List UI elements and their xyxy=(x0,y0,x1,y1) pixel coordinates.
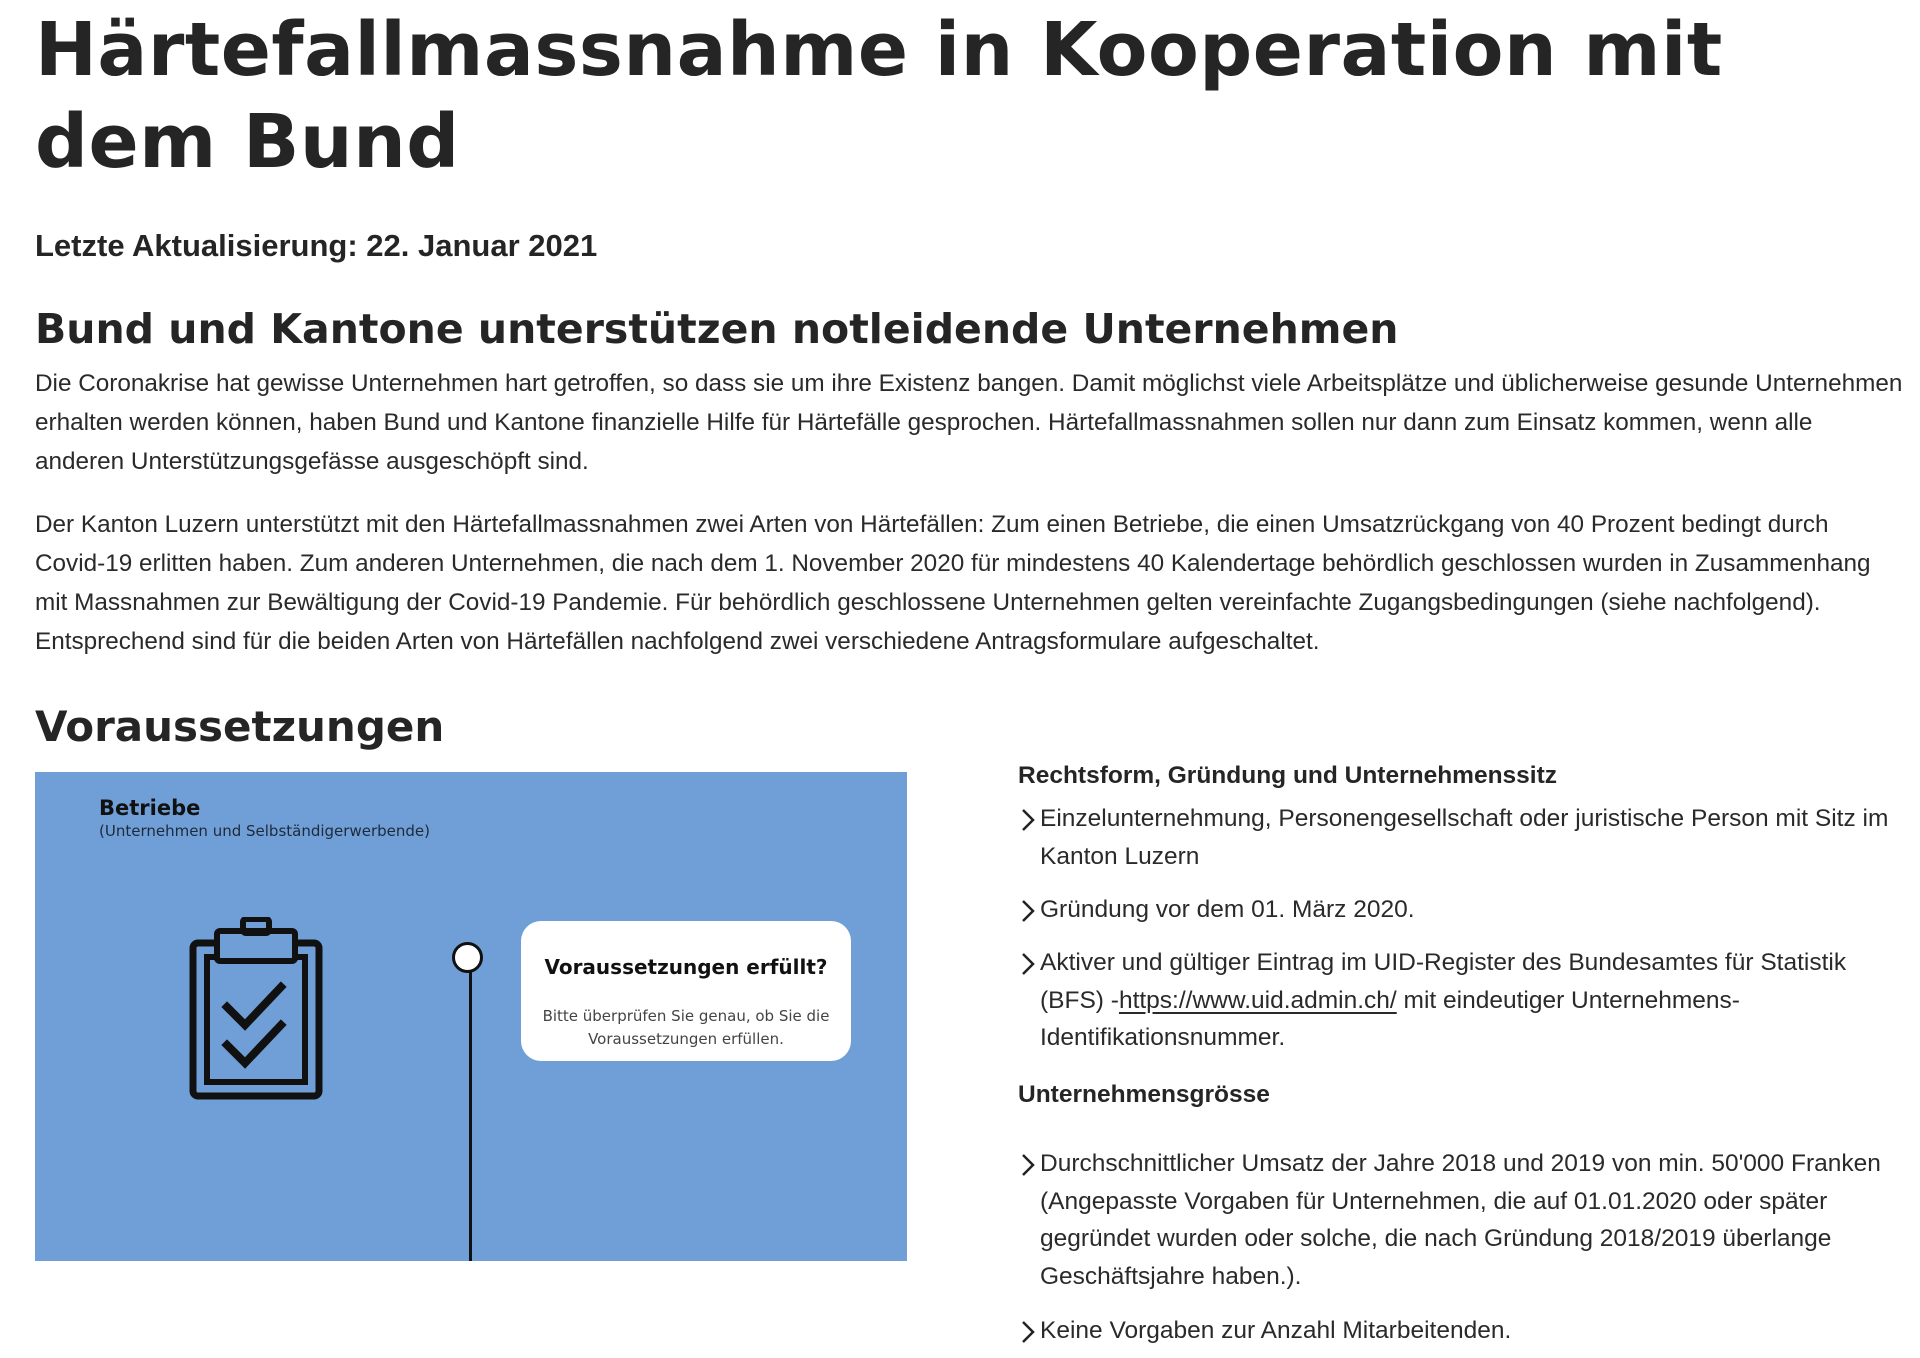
uid-text-after: mit eindeutiger Unternehmens-Identifikationsnummer. xyxy=(1040,986,1740,1051)
intro-paragraph-2: Der Kanton Luzern unterstützt mit den Härtefallmassnahmen zwei Arten von Härtefällen: Zum einen Betriebe, die einen Umsatzrückgang von 40 Prozent bedingt durch Covid-19 erlitten haben. Zum anderen Unternehmen, die nach dem 1. November 2020 für mindestens 40 Kalendertage behördlich geschlossen wurden in Zusammenhang mit Massnahmen zur Bewältigung der Covid-19 Pandemie. Für behördlich geschlossene Unternehmen gelten vereinfachte Zugangsbedingungen (siehe nachfolgend). Entsprechend sind für die beiden Arten von Härtefällen nachfolgend zwei verschiedene Antragsformulare aufgeschaltet. xyxy=(35,511,1871,655)
requirements-image xyxy=(35,772,907,1261)
intro-paragraph-1: Die Coronakrise hat gewisse Unternehmen hart getroffen, so dass sie um ihre Existenz bangen. Damit möglichst viele Arbeitsplätze und üblicherweise gesunde Unternehmen erhalten werden können, haben Bund und Kantone finanzielle Hilfe für Härtefälle gesprochen. Härtefallmassnahmen sollen nur dann zum Einsatz kommen, wenn alle anderen Unterstützungsgefässe ausgeschöpft sind. xyxy=(35,370,1903,475)
uid-register-link[interactable]: https://www.uid.admin.ch/ xyxy=(1118,986,1397,1014)
intro-heading: Bund und Kantone unterstützen notleidende Unternehmen xyxy=(35,305,1399,353)
list-item xyxy=(1018,944,1908,1057)
list-item xyxy=(1018,1145,1908,1295)
last-updated: Letzte Aktualisierung: 22. Januar 2021 xyxy=(35,228,598,263)
timeline-line xyxy=(469,962,472,1261)
clipboard-check-icon xyxy=(185,917,327,1102)
list-item-text: Gründung vor dem 01. März 2020. xyxy=(1040,896,1415,923)
image-subtitle: (Unternehmen und Selbständigerwerbende) xyxy=(99,822,430,840)
card-text: Bitte überprüfen Sie genau, ob Sie die Voraussetzungen erfüllen. xyxy=(542,1007,830,1048)
list-item-text: Durchschnittlicher Umsatz der Jahre 2018 und 2019 von min. 50'000 Franken (Angepasste Vorgaben für Unternehmen, die auf 01.01.2020 oder später gegründet wurden oder solche, die nach Gründung 2018/2019 überlange Geschäftsjahre haben.). xyxy=(1040,1150,1881,1290)
list-item xyxy=(1018,800,1908,875)
image-title: Betriebe xyxy=(99,796,201,820)
list-item-text: Keine Vorgaben zur Anzahl Mitarbeitenden. xyxy=(1040,1317,1512,1344)
list-item xyxy=(1018,1312,1908,1350)
section-legal-heading: Rechtsform, Gründung und Unternehmenssitz xyxy=(1018,762,1558,789)
timeline-dot xyxy=(452,942,483,973)
chevron-right-icon xyxy=(1018,948,1040,978)
requirements-card xyxy=(521,921,851,1061)
section-size-heading: Unternehmensgrösse xyxy=(1018,1081,1270,1108)
chevron-right-icon xyxy=(1018,1149,1040,1179)
card-title: Voraussetzungen erfüllt? xyxy=(544,955,828,979)
chevron-right-icon xyxy=(1018,895,1040,925)
list-item xyxy=(1018,891,1908,929)
list-item-text: Einzelunternehmung, Personengesellschaft oder juristische Person mit Sitz im Kanton Luzern xyxy=(1040,805,1889,870)
chevron-right-icon xyxy=(1018,804,1040,834)
requirements-heading: Voraussetzungen xyxy=(35,702,445,751)
page-title: Härtefallmassnahme in Kooperation mit dem Bund xyxy=(35,7,1723,185)
list-item-text xyxy=(1040,944,1908,1057)
chevron-right-icon xyxy=(1018,1316,1040,1346)
uid-text-before: Aktiver und gültiger Eintrag im UID-Register des Bundesamtes für Statistik (BFS) - xyxy=(1040,949,1847,1014)
